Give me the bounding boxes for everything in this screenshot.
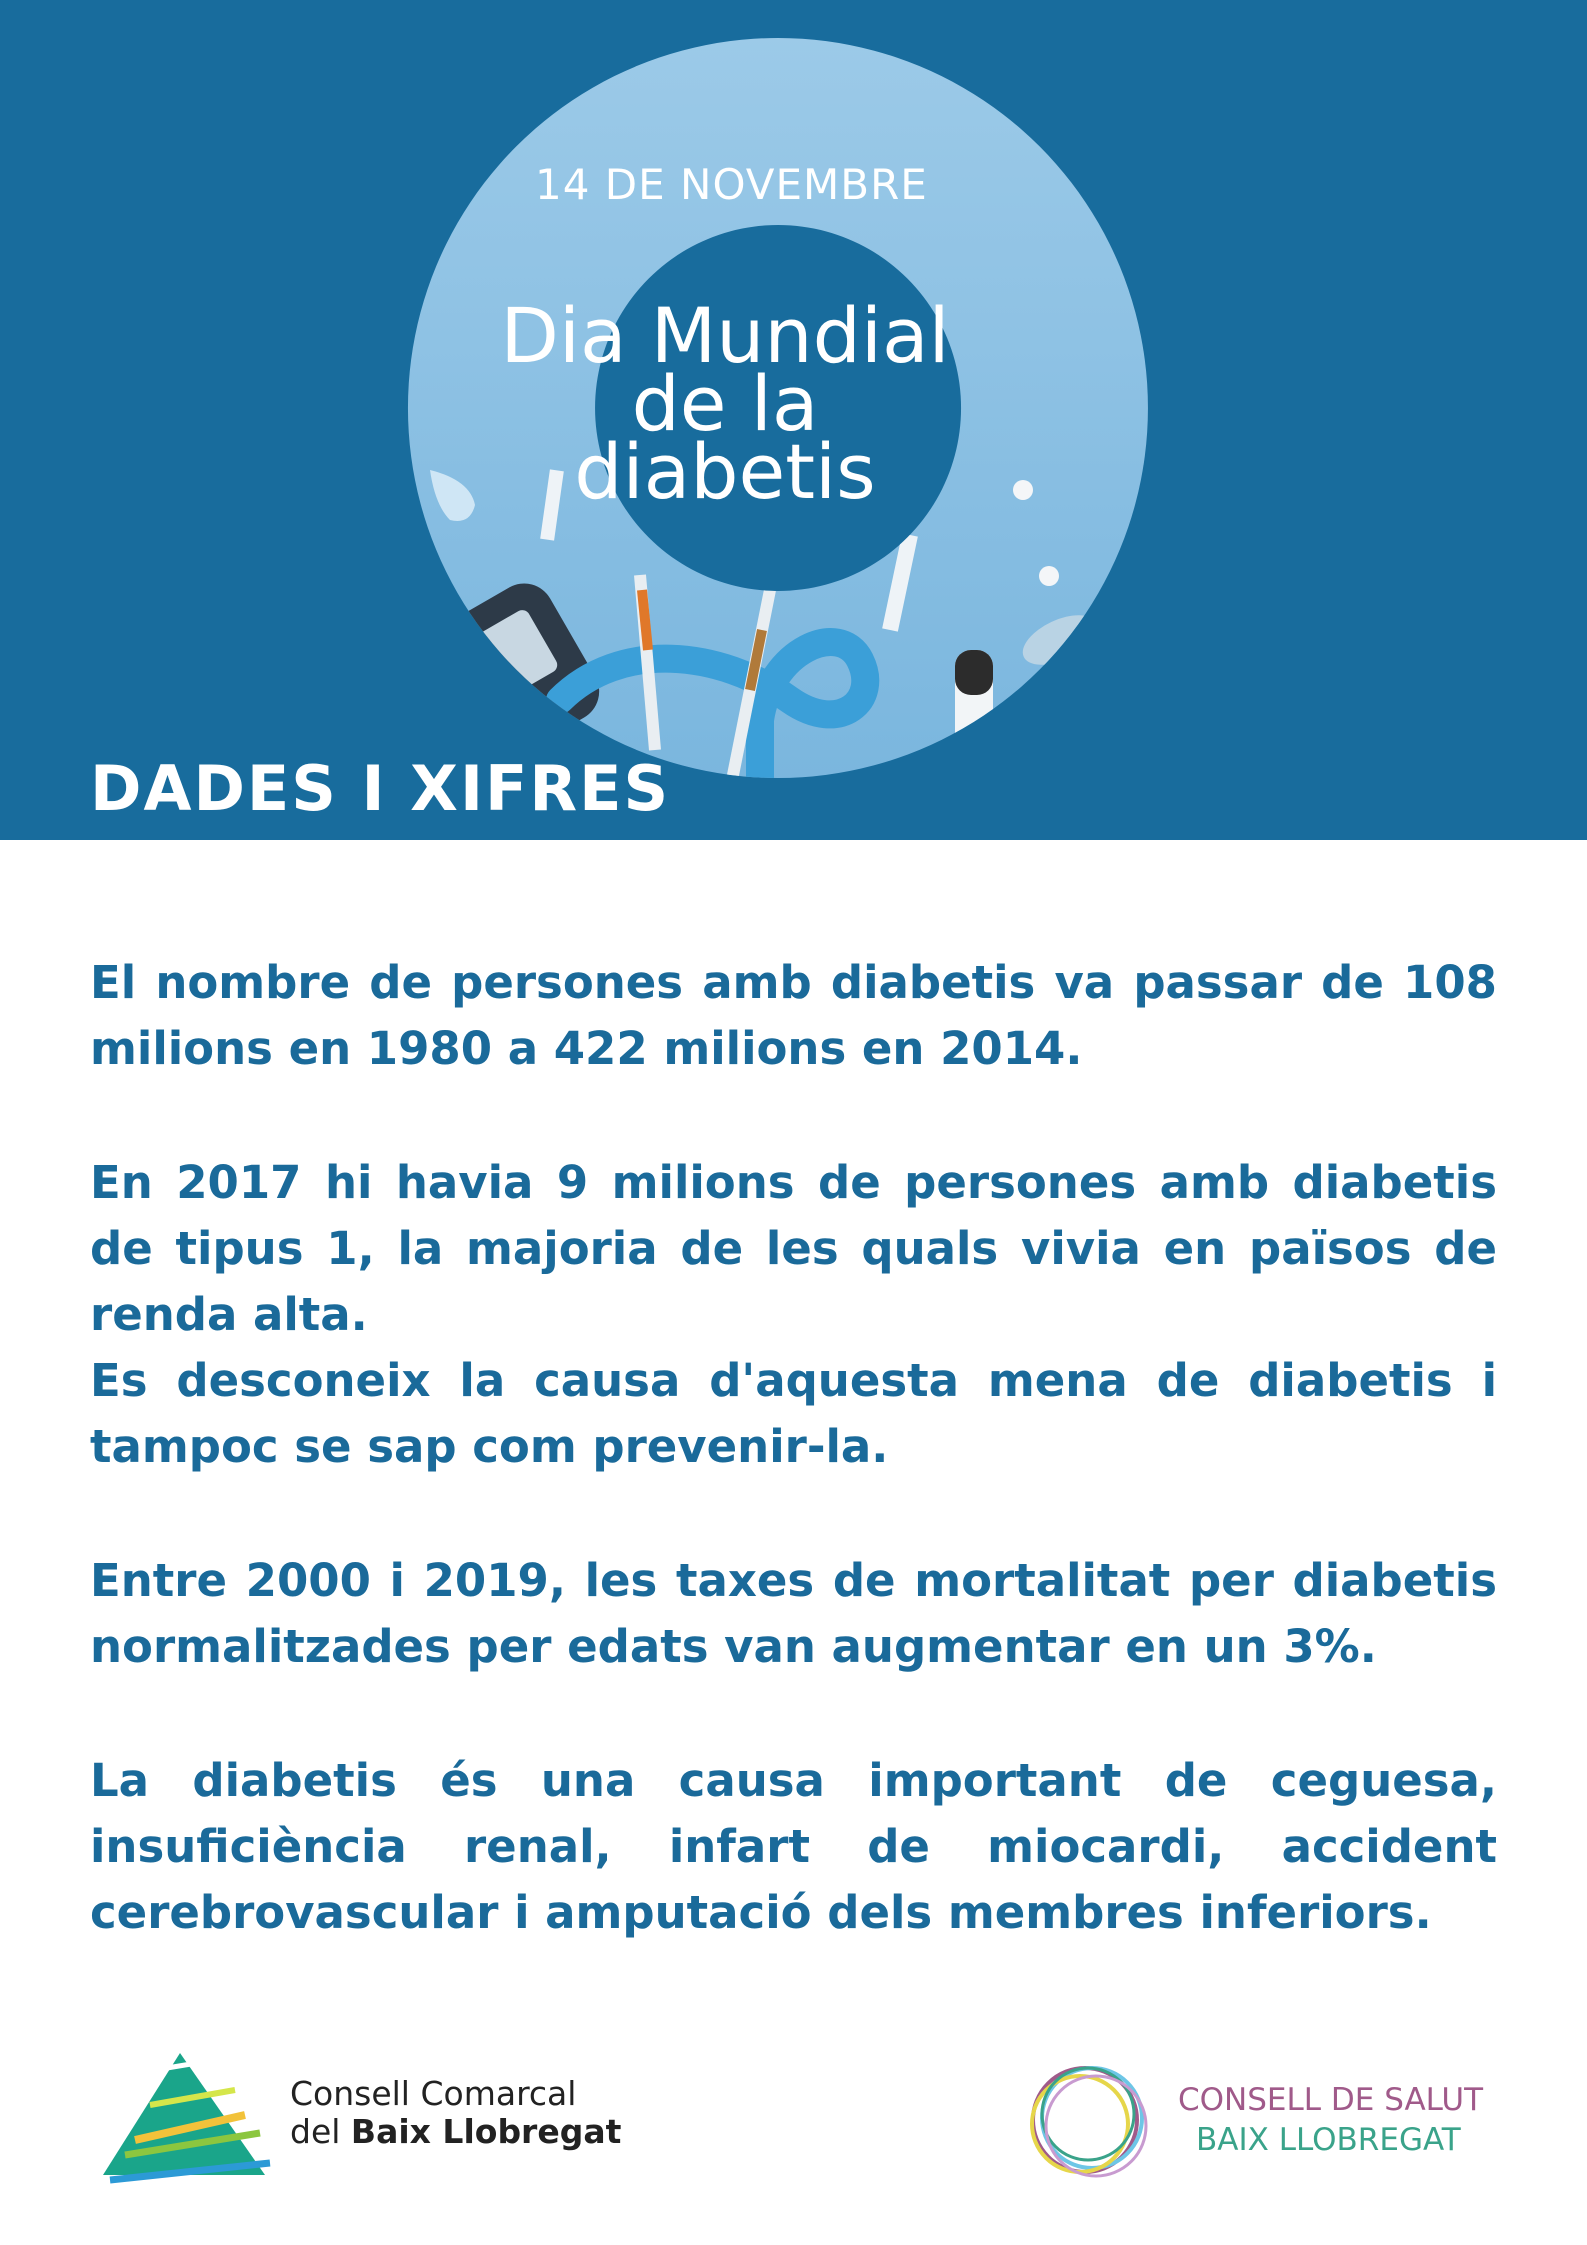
consell-comarcal-logo: [95, 2045, 655, 2195]
rings-logo-icon: [1010, 2050, 1170, 2190]
fact-paragraph-3: Es desconeix la causa d'aquesta mena de diabetis i tampoc se sap com prevenir-la.: [90, 1354, 1497, 1473]
title-line-1: Dia Mundial: [500, 291, 950, 380]
fact-paragraph-1: El nombre de persones amb diabetis va passar de 108 milions en 1980 a 422 milions en 2014.: [90, 956, 1497, 1075]
consell-salut-logo: [1010, 2050, 1510, 2190]
facts-content: [90, 950, 1497, 1946]
consell-salut-line-1: CONSELL DE SALUT: [1178, 2082, 1484, 2118]
cc-line-2-bold: Baix Llobregat: [350, 2112, 622, 2151]
event-date: 14 DE NOVEMBRE: [535, 160, 928, 209]
pill-icon-2: [1039, 566, 1059, 586]
section-heading: DADES I XIFRES: [90, 752, 671, 825]
title-line-2: de la: [631, 359, 819, 448]
cc-line-1: Consell Comarcal: [290, 2074, 577, 2113]
header-banner: [0, 0, 1587, 840]
title-line-3: diabetis: [574, 427, 876, 516]
fact-paragraph-2: En 2017 hi havia 9 milions de persones amb diabetis de tipus 1, la majoria de les quals vivia en països de renda alta.: [90, 1156, 1497, 1341]
cc-line-2: [290, 2113, 621, 2151]
triangle-logo-icon: [95, 2045, 275, 2195]
page-title: [470, 291, 980, 516]
consell-salut-line-2: BAIX LLOBREGAT: [1196, 2122, 1461, 2158]
consell-comarcal-name: [290, 2075, 621, 2151]
cc-line-2-prefix: del: [290, 2112, 351, 2151]
fact-paragraph-5: La diabetis és una causa important de ceguesa, insuficiència renal, infart de miocardi, accident cerebrovascular i amputació dels membres inferiors.: [90, 1754, 1497, 1939]
fact-paragraph-4: Entre 2000 i 2019, les taxes de mortalitat per diabetis normalitzades per edats van augmentar en un 3%.: [90, 1554, 1497, 1673]
insulin-pen-icon: [955, 650, 993, 780]
pill-icon: [1013, 480, 1033, 500]
